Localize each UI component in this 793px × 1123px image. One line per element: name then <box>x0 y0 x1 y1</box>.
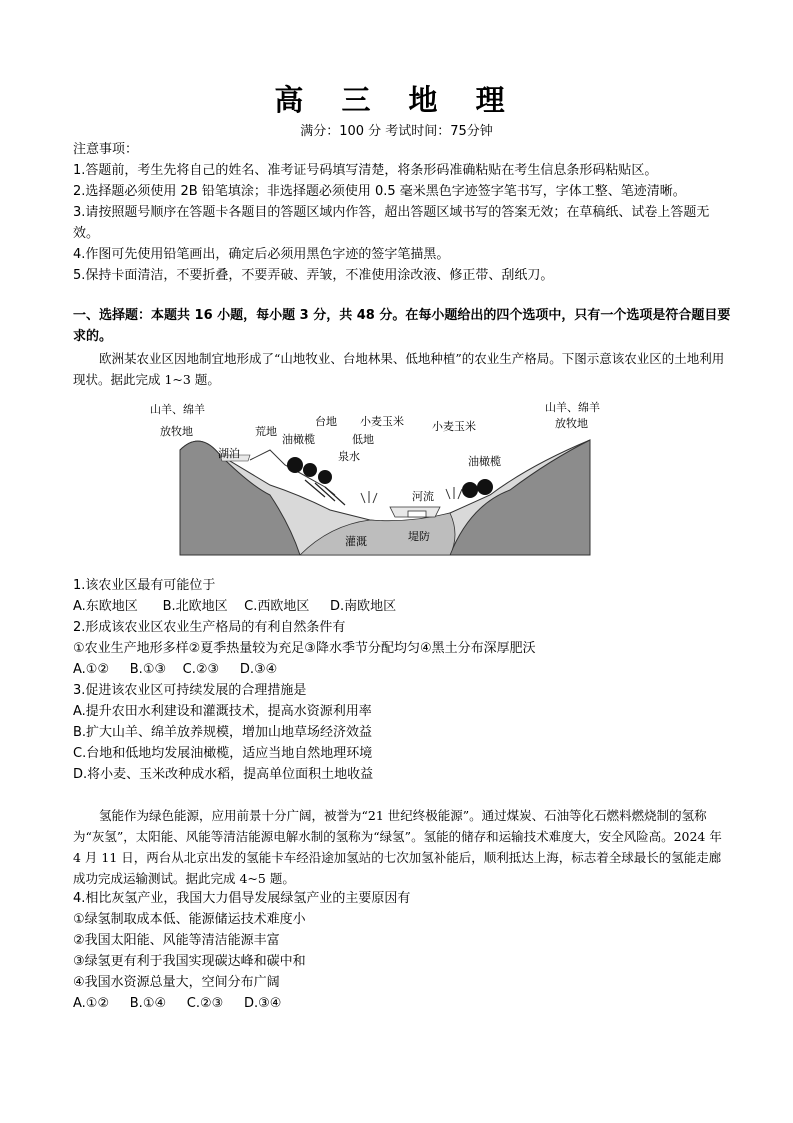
figure-label: 灌溉 <box>345 535 367 548</box>
figure-label: 放牧地 <box>555 417 588 430</box>
question-option: D.将小麦、玉米改种成水稻，提高单位面积土地收益 <box>73 767 374 782</box>
question-option: B.扩大山羊、绵羊放养规模，增加山地草场经济效益 <box>73 725 373 740</box>
question-stem: 4.相比灰氢产业，我国大力倡导发展绿氢产业的主要原因有 <box>73 891 411 906</box>
figure-label: 河流 <box>412 490 434 503</box>
question-condition: ①绿氢制取成本低、能源储运技术难度小 <box>73 912 306 927</box>
section-heading: 一、选择题：本题共 16 小题，每小题 3 分，共 48 分。在每小题给出的四个选项中，只有一个选项是符合题目要求的。 <box>73 308 731 344</box>
figure-label: 堤防 <box>408 530 430 543</box>
figure-label: 放牧地 <box>160 425 193 438</box>
exam-info: 满分：100 分 考试时间：75分钟 <box>300 124 493 139</box>
question-stem: 2.形成该农业区农业生产格局的有利自然条件有 <box>73 620 346 635</box>
figure-label: 荒地 <box>255 425 277 438</box>
question-options: A.①② B.①④ C.②③ D.③④ <box>73 996 282 1011</box>
figure-label: 湖泊 <box>218 447 240 460</box>
figure-label: 山羊、绵羊 <box>545 401 600 414</box>
question-stem: 1.该农业区最有可能位于 <box>73 578 216 593</box>
notice-heading: 注意事项： <box>73 142 139 157</box>
page-title: 高 三 地 理 <box>274 83 519 117</box>
question-condition: ③绿氢更有利于我国实现碳达峰和碳中和 <box>73 954 306 969</box>
figure-label: 油橄榄 <box>468 455 501 468</box>
notice-item: 4.作图可先使用铅笔画出，确定后必须用黑色字迹的签字笔描黑。 <box>73 247 450 262</box>
passage-2: 氢能作为绿色能源，应用前景十分广阔，被誉为“21 世纪终极能源”。通过煤炭、石油等化石燃料燃烧制的氢称为“灰氢”，太阳能、风能等清洁能源电解水制的氢称为“绿氢”。氢能的储存和运输技术难度大，安全风险高。2024 年 4 月 11 日，两台从北京出发的氢能卡车经沿途加氢站的七次加氢补能后，顺利抵达上海，标志着全球最长的氢能走廊成功完成运输测试。据此完成 4~5 题。 <box>73 808 722 886</box>
question-option: C.台地和低地均发展油橄榄，适应当地自然地理环境 <box>73 746 373 761</box>
figure-label: 山羊、绵羊 <box>150 403 205 416</box>
question-option: A.提升农田水利建设和灌溉技术，提高水资源利用率 <box>73 704 372 719</box>
figure-label: 油橄榄 <box>282 433 315 446</box>
question-options: A.①② B.①③ C.②③ D.③④ <box>73 662 278 677</box>
question-options: A.东欧地区 B.北欧地区 C.西欧地区 D.南欧地区 <box>73 599 397 614</box>
figure-label: 小麦玉米 <box>432 420 476 433</box>
question-condition: ④我国水资源总量大，空间分布广阔 <box>73 975 280 990</box>
notice-item: 1.答题前，考生先将自己的姓名、准考证号码填写清楚，将条形码准确粘贴在考生信息条形码粘贴区。 <box>73 163 658 178</box>
question-condition: ②我国太阳能、风能等清洁能源丰富 <box>73 933 280 948</box>
notice-item: 2.选择题必须使用 2B 铅笔填涂；非选择题必须使用 0.5 毫米黑色字迹签字笔书写，字体工整、笔迹清晰。 <box>73 184 686 199</box>
question-conditions: ①农业生产地形多样②夏季热量较为充足③降水季节分配均匀④黑土分布深厚肥沃 <box>73 641 536 656</box>
figure-label: 泉水 <box>338 450 360 463</box>
land-use-figure <box>150 395 630 560</box>
figure-label: 低地 <box>352 433 374 446</box>
question-stem: 3.促进该农业区可持续发展的合理措施是 <box>73 683 307 698</box>
figure-label: 小麦玉米 <box>360 415 404 428</box>
passage-1: 欧洲某农业区因地制宜地形成了“山地牧业、台地林果、低地种植”的农业生产格局。下图示意该农业区的土地利用现状。据此完成 1~3 题。 <box>73 351 725 387</box>
notice-item: 5.保持卡面清洁，不要折叠，不要弄破、弄皱，不准使用涂改液、修正带、刮纸刀。 <box>73 268 554 283</box>
figure-label: 台地 <box>315 415 337 428</box>
notice-item: 3.请按照题号顺序在答题卡各题目的答题区域内作答，超出答题区域书写的答案无效；在草稿纸、试卷上答题无效。 <box>73 205 710 241</box>
